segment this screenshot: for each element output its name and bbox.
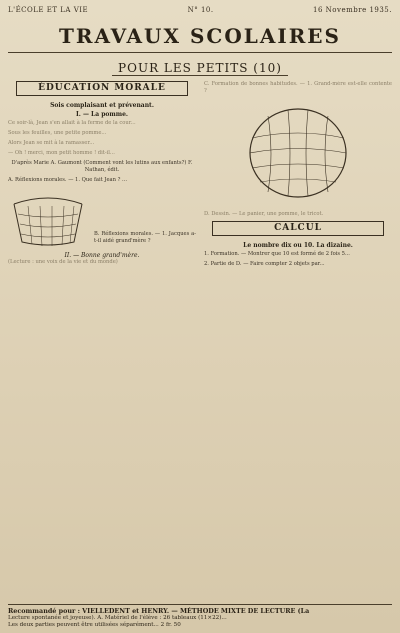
footer-line-2: Lecture spontanée et joyeuse). A. Matériel de l'élève : 26 tableaux (11×22)... (8, 615, 227, 621)
header-issue-number: N° 10. (187, 6, 214, 14)
calcul-heading: CALCUL (212, 221, 384, 236)
title-rule (8, 52, 392, 53)
story-paragraph-4: — Oh ! merci, mon petit homme ! dit-il... (8, 150, 115, 156)
basket-figure-row (8, 188, 196, 248)
exercises-text: D. Dessin. — Le panier, une pomme, le tricot. (204, 211, 324, 217)
sub-section-title: Sois complaisant et prévenant. (50, 102, 154, 109)
story-paragraph-3: Alors Jean se mit à la ramasser... (8, 140, 95, 146)
reading-note: (Lecture : une voix de la vie et du monde) (8, 259, 118, 265)
calcul-paragraph-2: 2. Partie de D. — Faire compter 2 objets par... (204, 261, 325, 267)
story-attribution: D'après Marie A. Gaumont (Comment vont les lutins aux enfants?) F. Nathan, édit. (11, 160, 193, 173)
knitting-icon (238, 98, 358, 208)
left-column (8, 81, 196, 601)
basket-icon (8, 188, 88, 248)
section-subtitle (8, 61, 392, 75)
lesson-questions: B. Réflexions morales. — 1. Jacques a-t-il aidé grand'mère ? (94, 231, 196, 244)
header-date: 16 Novembre 1935. (313, 6, 392, 14)
story-paragraph-2: Sous les feuilles, une petite pomme... (8, 130, 107, 136)
calcul-paragraph-1: 1. Formation. — Montrer que 10 est formé de 2 fois 5... (204, 251, 350, 257)
page-header (8, 6, 392, 18)
knitting-figure (204, 98, 392, 211)
right-column (204, 81, 392, 601)
continued-text: C. Formation de bonnes habitudes. — 1. Grand-mère est-elle contente ? (204, 81, 392, 94)
lesson-title: I. — La pomme. (75, 111, 129, 118)
header-publication: L'ÉCOLE ET LA VIE (8, 6, 89, 14)
story-paragraph-1: Ce soir-là, Jean s'en allait à la ferme de la cour... (8, 120, 136, 126)
footer-line-1: Recommandé pour : VIELLEDENT et HENRY. — MÉTHODE MIXTE DE LECTURE (La (8, 607, 310, 615)
figure-caption: II. — Bonne grand'mère. (64, 252, 140, 259)
two-column-body (8, 81, 392, 601)
education-morale-heading: ÉDUCATION MORALE (16, 81, 188, 96)
footer-line-3: Les deux parties peuvent être utilisées séparément... 2 fr. 50 (8, 622, 181, 628)
reflexions-text: A. Réflexions morales. — 1. Que fait Jean ? ... (8, 177, 127, 183)
advertisement-footer (8, 604, 392, 629)
calcul-subtitle: Le nombre dix ou 10. La dizaine. (243, 242, 353, 249)
section-subtitle-text: POUR LES PETITS (10) (112, 61, 288, 76)
page-title: TRAVAUX SCOLAIRES (59, 24, 341, 48)
